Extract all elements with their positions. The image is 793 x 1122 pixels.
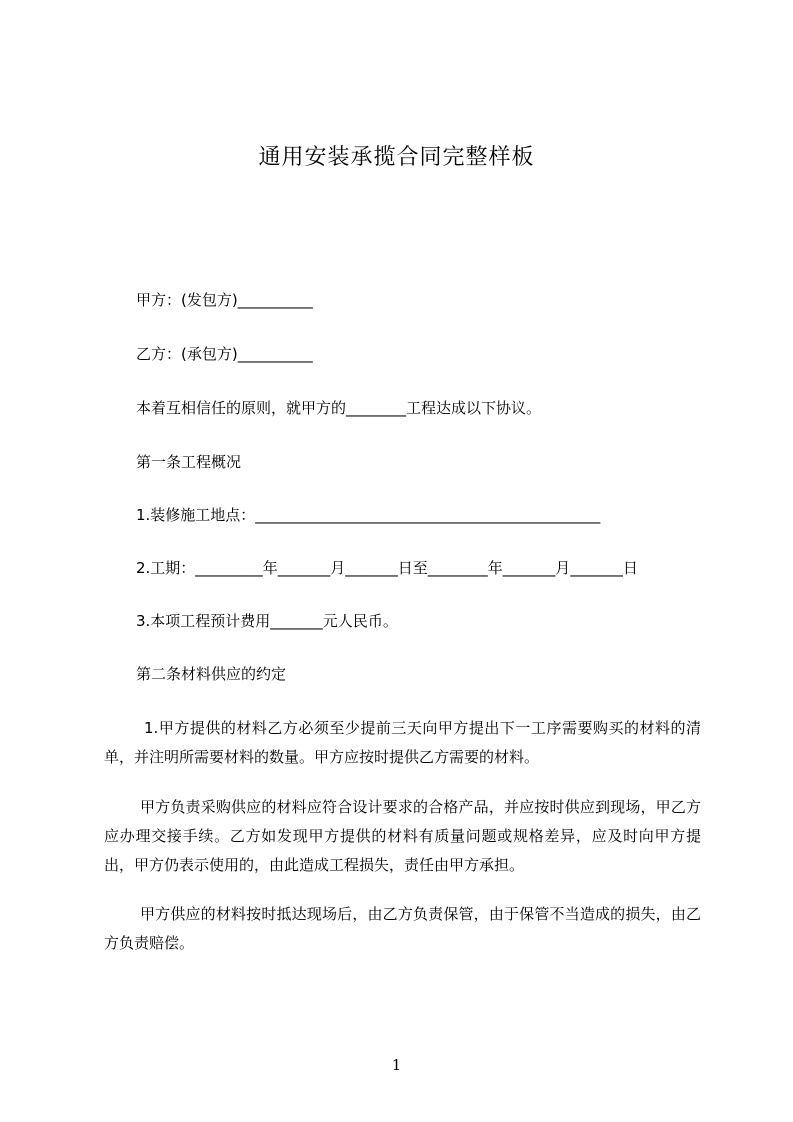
article-1-heading: 第一条工程概况 [136, 453, 242, 471]
item-3-cost: 3.本项工程预计费用_______元人民币。 [136, 612, 398, 630]
paragraph-material-storage: 甲方供应的材料按时抵达现场后，由乙方负责保管，由于保管不当造成的损失，由乙方负责赔偿。 [104, 905, 701, 952]
item-1-location: 1.装修施工地点：______________________________________________ [136, 506, 601, 524]
item-2-duration: 2.工期：_________年_______月_______日至________年_______月_______日 [136, 559, 638, 577]
paragraph-material-quality: 甲方负责采购供应的材料应符合设计要求的合格产品，并应按时供应到现场，甲乙方应办理交接手续。乙方如发现甲方提供的材料有质量问题或规格差异，应及时向甲方提出，甲方仍表示使用的，由此造成工程损失，责任由甲方承担。 [104, 798, 701, 874]
page-number: 1 [391, 1056, 402, 1074]
paragraph-material-list: 1.甲方提供的材料乙方必须至少提前三天向甲方提出下一工序需要购买的材料的清单，并注明所需要材料的数量。甲方应按时提供乙方需要的材料。 [104, 719, 701, 766]
article-2-heading: 第二条材料供应的约定 [136, 665, 287, 683]
party-b-line: 乙方：(承包方)__________ [136, 345, 313, 363]
preamble-line: 本着互相信任的原则，就甲方的________工程达成以下协议。 [136, 399, 542, 417]
party-a-line: 甲方：(发包方)__________ [136, 291, 313, 309]
document-title: 通用安装承揽合同完整样板 [258, 145, 535, 170]
